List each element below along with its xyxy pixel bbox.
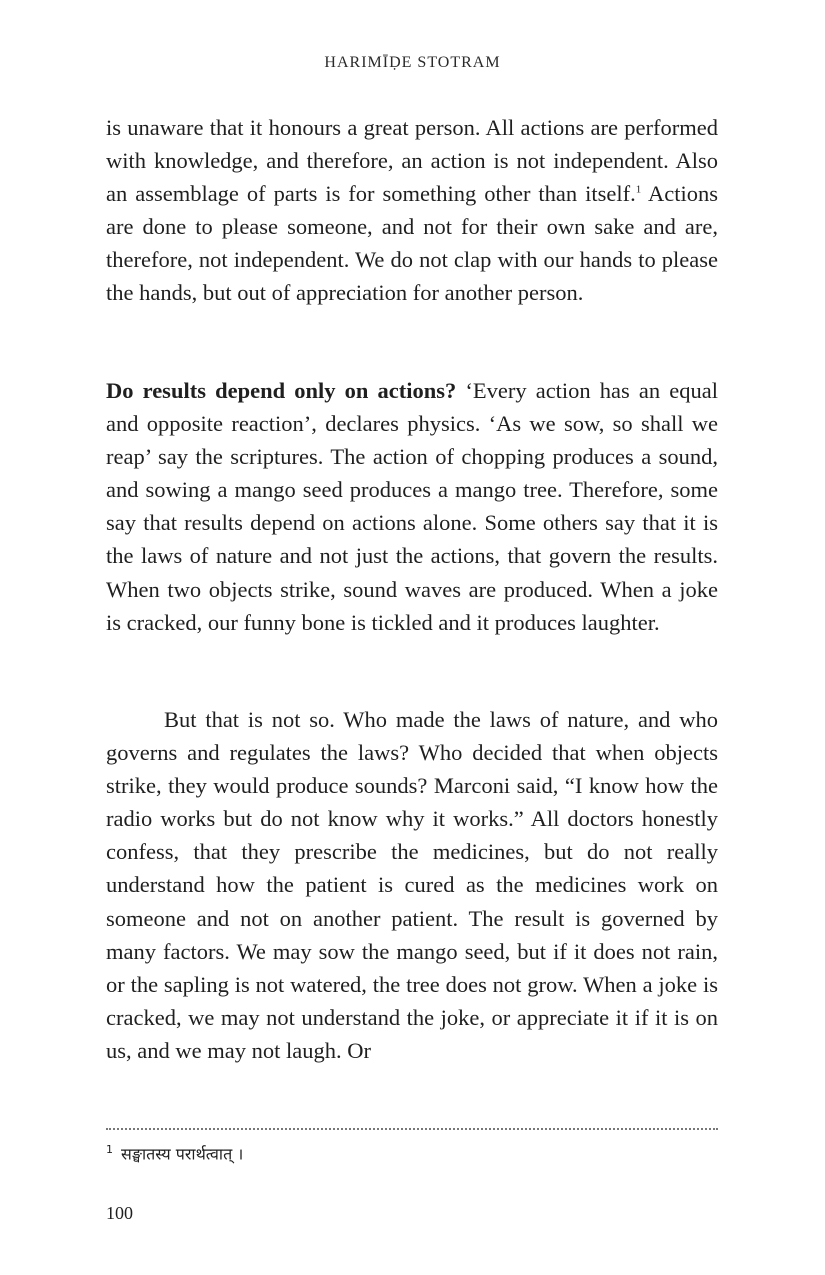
footnote-divider — [106, 1128, 718, 1130]
running-head: HARIMĪḌE STOTRAM — [324, 54, 501, 71]
body-paragraph-1 — [106, 111, 718, 310]
paragraph-3-text: But that is not so. Who made the laws of nature, and who governs and regulates the laws? Who decided that when objects strike, they would produce sounds? Marconi said, “I know how the radio works but do not know why it works.” All doctors honestly confess, that they prescribe the medicines, but do not really understand how the patient is cured as the medicines work on someone and not on another patient. The result is governed by many factors. We may sow the mango seed, but if it does not rain, or the sapling is not watered, the tree does not grow. When a joke is cracked, we may not understand the joke, or appreciate it if it is on us, and we may not laugh. Or — [106, 707, 718, 1063]
page-number: 100 — [106, 1203, 133, 1223]
footnote-number: 1 — [106, 1143, 113, 1156]
body-paragraph-2 — [106, 374, 718, 639]
paragraph-1-text-a: is unaware that it honours a great person. All actions are performed with knowledge, and therefore, an action is not independent. Also an assemblage of parts is for something other than itself. — [106, 115, 718, 207]
paragraph-2-lead-question: Do results depend only on actions? — [106, 378, 457, 403]
footnote-reference-1: 1 — [635, 183, 642, 196]
footnote — [106, 1138, 243, 1166]
footnote-text: सङ्घातस्य परार्थत्वात् । — [121, 1144, 244, 1164]
paragraph-1-text-b: Actions are done to please someone, and not for their own sake and are, therefore, not independent. We do not clap with our hands to please the hands, but out of appreciation for another person. — [106, 181, 718, 306]
body-paragraph-3 — [106, 703, 718, 1067]
paragraph-2-text: ‘Every action has an equal and opposite reaction’, declares physics. ‘As we sow, so shall we reap’ say the scriptures. The action of chopping produces a sound, and sowing a mango seed produces a mango tree. Therefore, some say that results depend on actions alone. Some others say that it is the laws of nature and not just the actions, that govern the results. When two objects strike, sound waves are produced. When a joke is cracked, our funny bone is tickled and it produces laughter. — [106, 378, 718, 635]
